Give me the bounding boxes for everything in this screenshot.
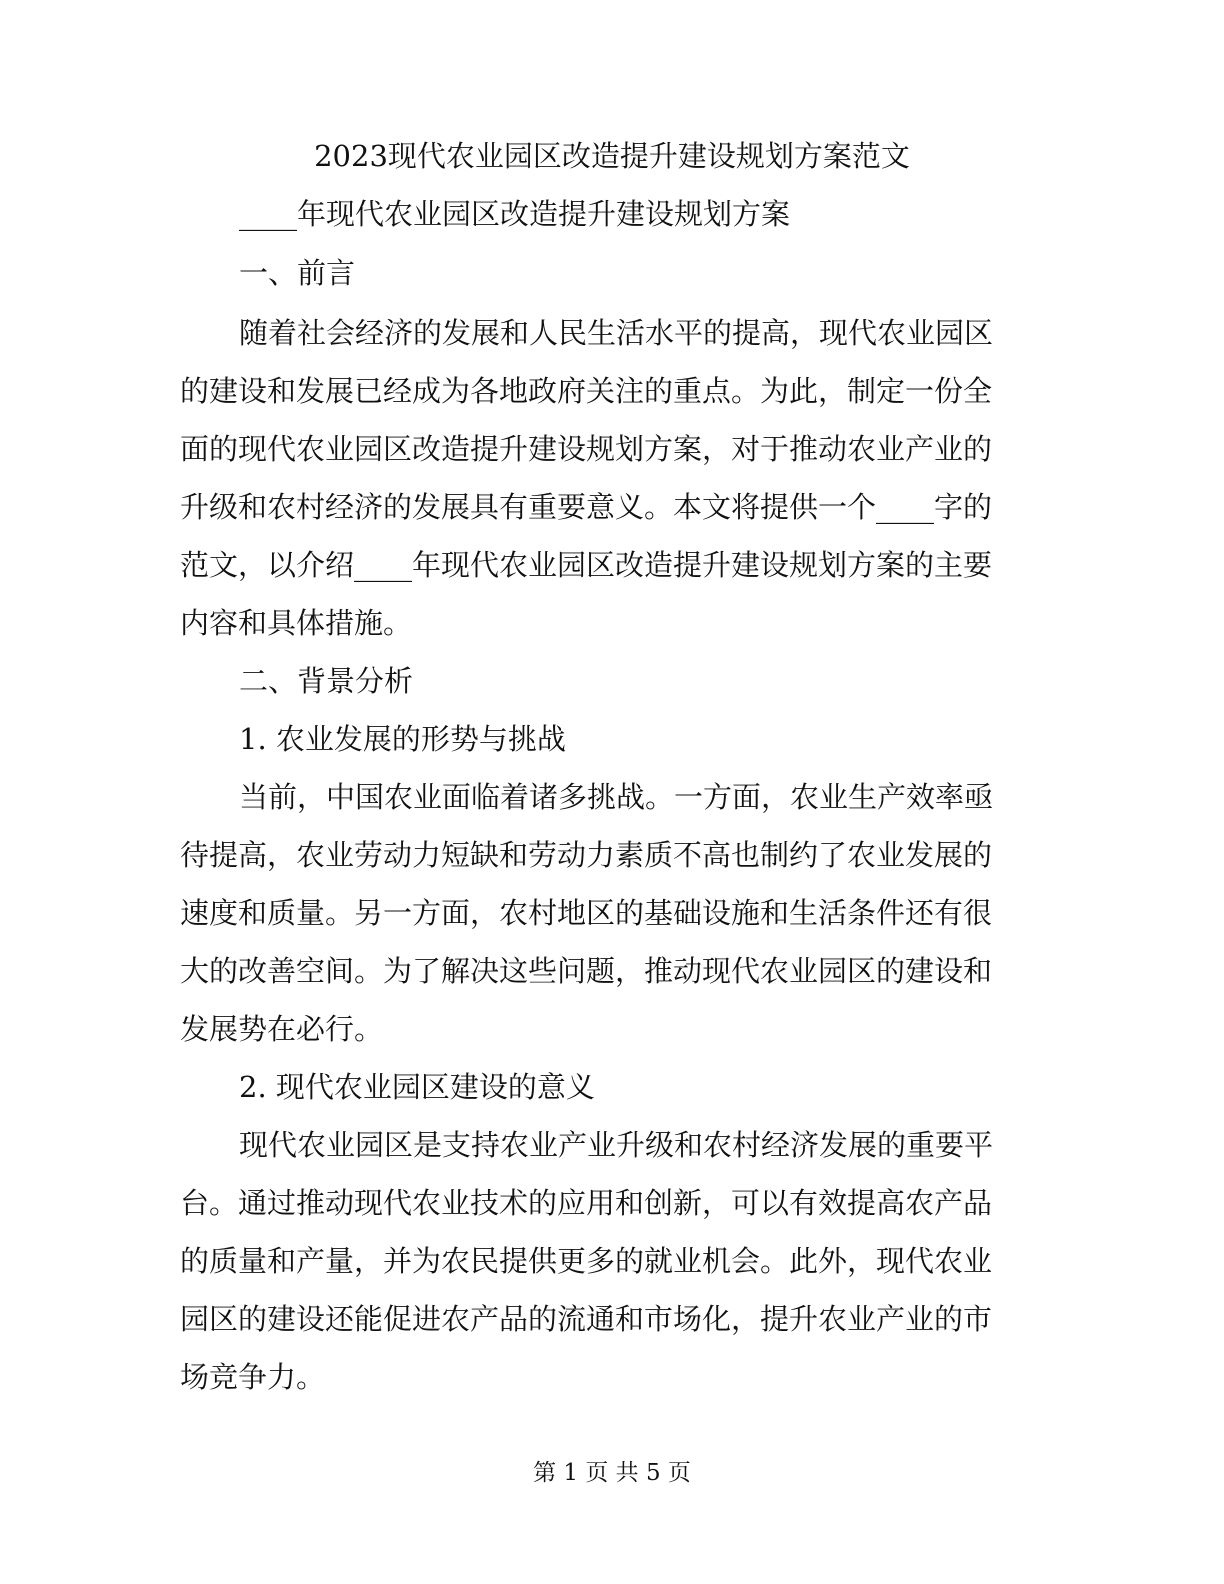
subsection-heading-significance: 2. 现代农业园区建设的意义 — [239, 1070, 595, 1104]
paragraph-line: 当前，中国农业面临着诸多挑战。一方面，农业生产效率亟 — [239, 780, 994, 814]
paragraph-line: 随着社会经济的发展和人民生活水平的提高，现代农业园区 — [239, 316, 994, 350]
paragraph-line: 园区的建设还能促进农产品的流通和市场化，提升农业产业的市 — [180, 1302, 993, 1336]
paragraph-line: 范文，以介绍____年现代农业园区改造提升建设规划方案的主要 — [180, 548, 993, 582]
section-heading-background: 二、背景分析 — [239, 664, 414, 698]
paragraph-line: 待提高，农业劳动力短缺和劳动力素质不高也制约了农业发展的 — [180, 838, 993, 872]
section-heading-preface: 一、前言 — [239, 256, 356, 290]
paragraph-line: 大的改善空间。为了解决这些问题，推动现代农业园区的建设和 — [180, 954, 993, 988]
page-number-footer: 第 1 页 共 5 页 — [533, 1460, 691, 1486]
paragraph-line: 的质量和产量，并为农民提供更多的就业机会。此外，现代农业 — [180, 1244, 993, 1278]
document-subtitle: ____年现代农业园区改造提升建设规划方案 — [239, 197, 791, 231]
paragraph-line: 台。通过推动现代农业技术的应用和创新，可以有效提高农产品 — [180, 1186, 993, 1220]
paragraph-line: 升级和农村经济的发展具有重要意义。本文将提供一个____字的 — [180, 490, 993, 524]
paragraph-line: 发展势在必行。 — [180, 1012, 384, 1046]
paragraph-line: 的建设和发展已经成为各地政府关注的重点。为此，制定一份全 — [180, 374, 993, 408]
paragraph-line: 场竞争力。 — [180, 1360, 326, 1394]
subsection-heading-trends: 1. 农业发展的形势与挑战 — [239, 722, 566, 756]
paragraph-line: 面的现代农业园区改造提升建设规划方案，对于推动农业产业的 — [180, 432, 993, 466]
paragraph-line: 速度和质量。另一方面，农村地区的基础设施和生活条件还有很 — [180, 896, 993, 930]
paragraph-line: 内容和具体措施。 — [180, 606, 413, 640]
document-title: 2023现代农业园区改造提升建设规划方案范文 — [314, 139, 910, 173]
paragraph-line: 现代农业园区是支持农业产业升级和农村经济发展的重要平 — [239, 1128, 994, 1162]
